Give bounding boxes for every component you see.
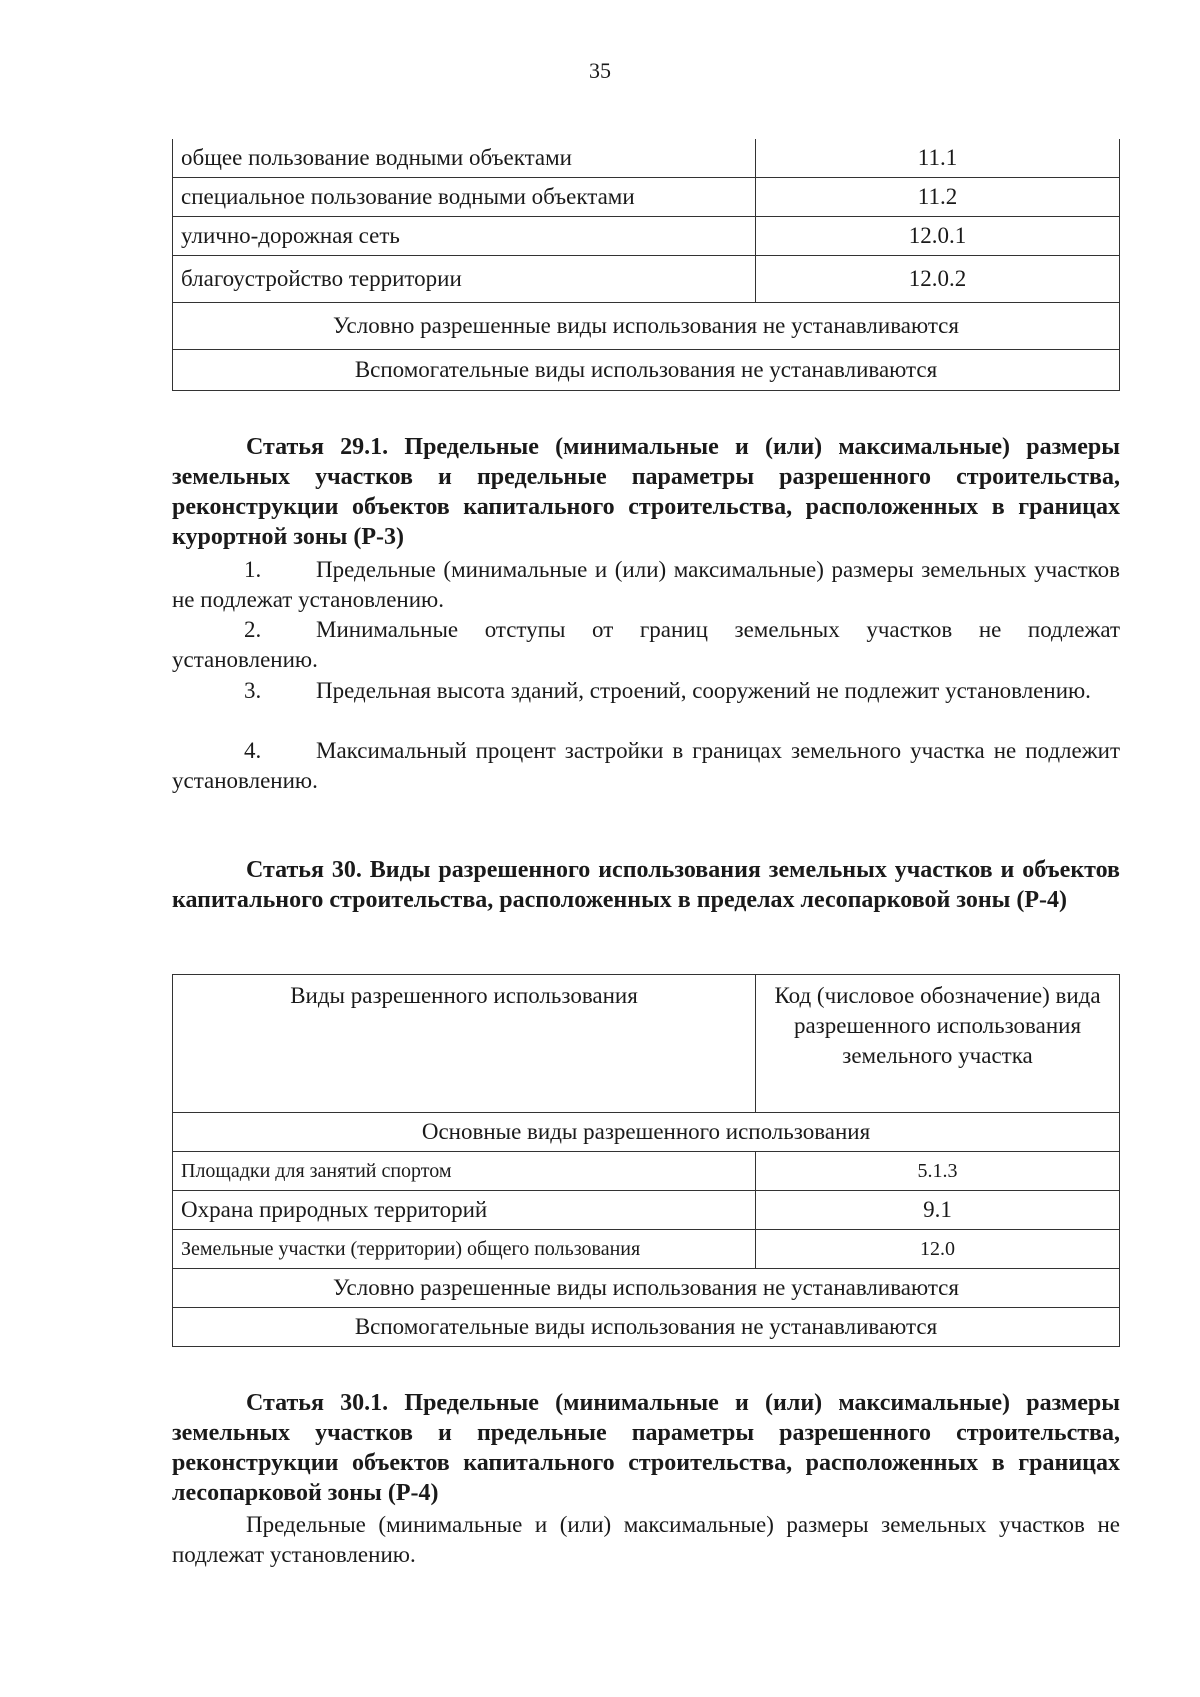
main-uses-section: Основные виды разрешенного использования xyxy=(173,1113,1120,1152)
use-name-cell: общее пользование водными объектами xyxy=(173,139,756,178)
table-row xyxy=(173,139,1120,178)
use-code-cell: 11.1 xyxy=(756,139,1120,178)
article-heading-text: Статья 29.1. Предельные (минимальные и (или) максимальные) размеры земельных участков и предельные параметры разрешенного строительства, реконструкции объектов капитального строительства, расположенных в границах курортной зоны (Р-3) xyxy=(172,434,1120,550)
use-code-cell: 11.2 xyxy=(756,178,1120,217)
article-30-1-heading xyxy=(172,1388,1120,1508)
use-code-cell: 12.0.1 xyxy=(756,217,1120,256)
conditional-uses-row: Условно разрешенные виды использования не устанавливаются xyxy=(173,303,1120,350)
item-number: 4. xyxy=(244,738,262,763)
use-name-cell: специальное пользование водными объектами xyxy=(173,178,756,217)
use-name-cell: улично-дорожная сеть xyxy=(173,217,756,256)
use-name-cell: Площадки для занятий спортом xyxy=(173,1152,756,1191)
article-29-1-heading xyxy=(172,432,1120,552)
header-use-name: Виды разрешенного использования xyxy=(173,975,756,1113)
article-heading-text: Статья 30.1. Предельные (минимальные и (или) максимальные) размеры земельных участков и предельные параметры разрешенного строительства, реконструкции объектов капитального строительства, расположенных в границах лесопарковой зоны (Р-4) xyxy=(172,1390,1120,1506)
use-name-cell: благоустройство территории xyxy=(173,256,756,303)
item-number: 2. xyxy=(244,617,262,642)
use-code-cell: 5.1.3 xyxy=(756,1152,1120,1191)
item-text: Предельная высота зданий, строений, сооружений не подлежит установлению. xyxy=(316,678,1091,703)
item-number: 3. xyxy=(244,678,262,703)
use-name-cell: Земельные участки (территории) общего пользования xyxy=(173,1230,756,1269)
article-29-1-item-4 xyxy=(172,736,1120,796)
article-30-1-text xyxy=(172,1510,1120,1570)
use-name-cell: Охрана природных территорий xyxy=(173,1191,756,1230)
table-row xyxy=(173,350,1120,391)
item-text: Максимальный процент застройки в границах земельного участка не подлежит установлению. xyxy=(172,738,1120,793)
page-number: 35 xyxy=(589,58,611,83)
item-text: Минимальные отступы от границ земельных участков не подлежат установлению. xyxy=(172,617,1120,672)
header-use-code: Код (числовое обозначение) вида разрешенного использования земельного участка xyxy=(756,975,1120,1113)
table-row xyxy=(173,1230,1120,1269)
auxiliary-uses-row: Вспомогательные виды использования не устанавливаются xyxy=(173,1308,1120,1347)
article-29-1-item-1 xyxy=(172,555,1120,615)
table-header-row xyxy=(173,975,1120,1113)
use-code-cell: 9.1 xyxy=(756,1191,1120,1230)
item-text: Предельные (минимальные и (или) максимальные) размеры земельных участков не подлежат установлению. xyxy=(172,557,1120,612)
article-29-1-item-2 xyxy=(172,615,1120,675)
article-heading-text: Статья 30. Виды разрешенного использования земельных участков и объектов капитального строительства, расположенных в пределах лесопарковой зоны (Р-4) xyxy=(172,857,1120,913)
conditional-uses-row: Условно разрешенные виды использования не устанавливаются xyxy=(173,1269,1120,1308)
table-row xyxy=(173,1269,1120,1308)
table-row xyxy=(173,256,1120,303)
article-30-heading xyxy=(172,855,1120,915)
land-use-table-continuation xyxy=(172,139,1120,391)
table-row xyxy=(173,1191,1120,1230)
table-row xyxy=(173,1308,1120,1347)
use-code-cell: 12.0.2 xyxy=(756,256,1120,303)
auxiliary-uses-row: Вспомогательные виды использования не устанавливаются xyxy=(173,350,1120,391)
table-row xyxy=(173,1152,1120,1191)
table-row xyxy=(173,217,1120,256)
table-row xyxy=(173,303,1120,350)
land-use-table-r4 xyxy=(172,974,1120,1347)
use-code-cell: 12.0 xyxy=(756,1230,1120,1269)
article-29-1-item-3 xyxy=(172,676,1120,706)
table-row xyxy=(173,178,1120,217)
paragraph-text: Предельные (минимальные и (или) максимальные) размеры земельных участков не подлежат установлению. xyxy=(172,1512,1120,1567)
table-row xyxy=(173,1113,1120,1152)
item-number: 1. xyxy=(244,557,262,582)
